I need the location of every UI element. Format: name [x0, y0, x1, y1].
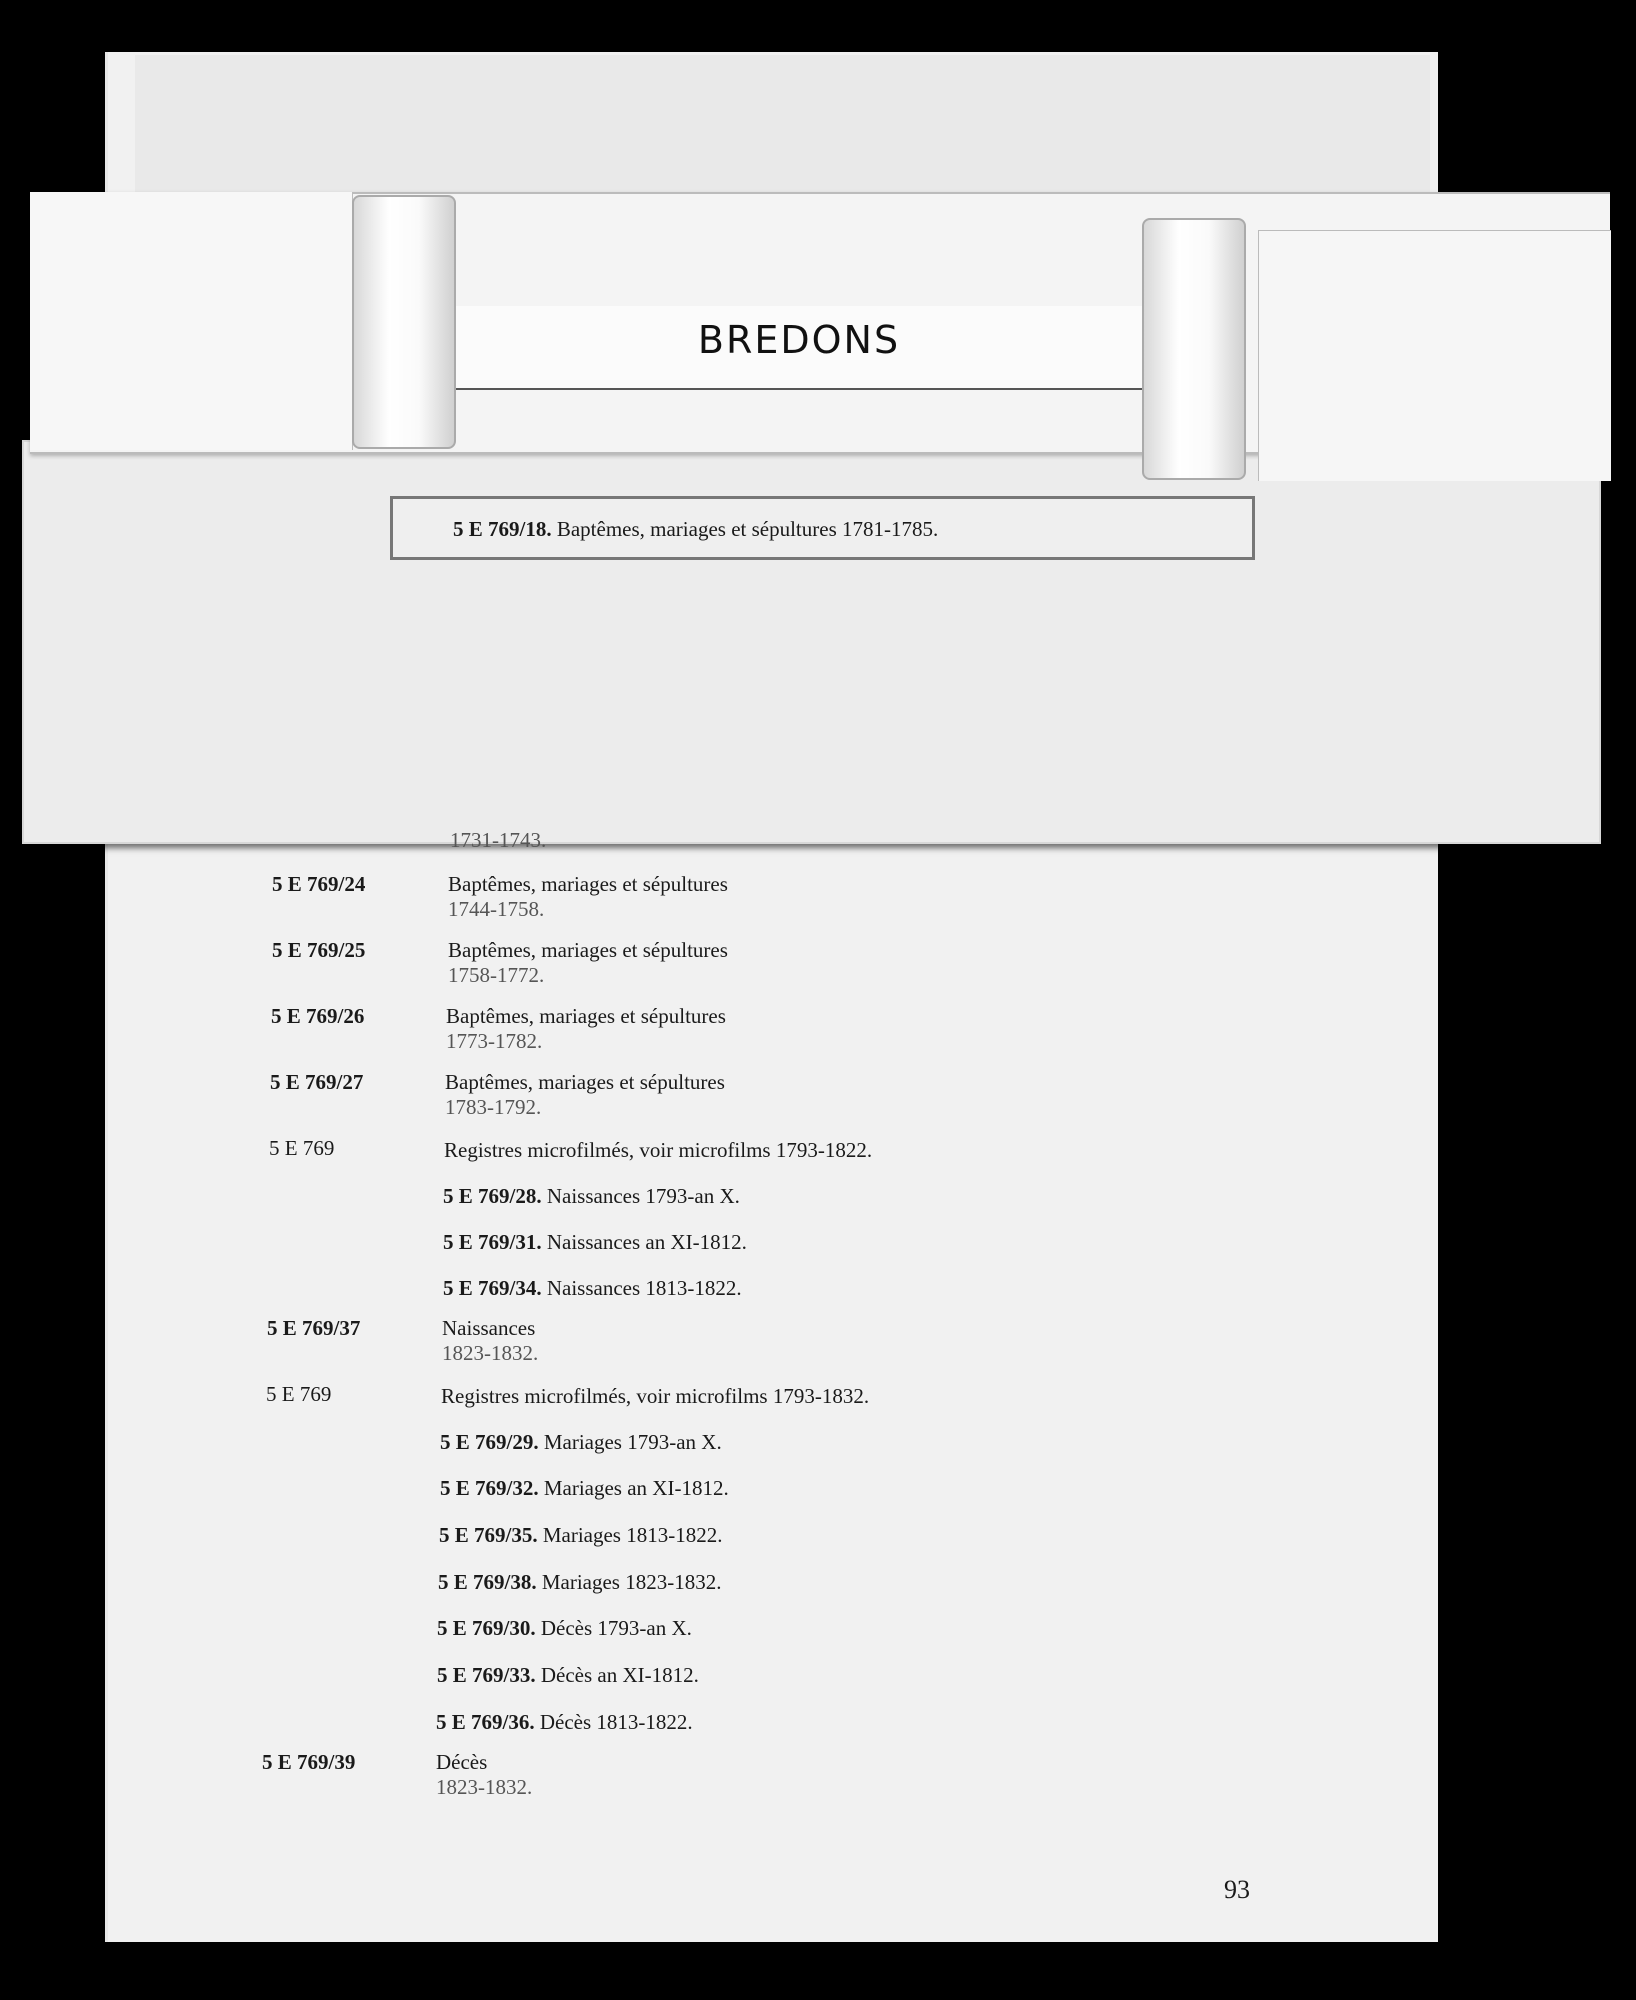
sub-entry: 5 E 769/33. Décès an XI-1812.: [437, 1663, 699, 1687]
entry-code: 5 E 769/26: [271, 1004, 365, 1028]
sub-entry: 5 E 769/31. Naissances an XI-1812.: [443, 1230, 747, 1254]
top-paper-strip: [135, 55, 1430, 195]
sub-entry: 5 E 769/38. Mariages 1823-1832.: [438, 1570, 722, 1594]
sub-entry: 5 E 769/32. Mariages an XI-1812.: [440, 1476, 729, 1500]
slip-entry-code: 5 E 769/18.: [453, 517, 552, 541]
entry-description: Baptêmes, mariages et sépultures 1758-1772.: [448, 938, 728, 987]
sub-entry: 5 E 769/28. Naissances 1793-an X.: [443, 1184, 740, 1208]
sub-entry: 5 E 769/35. Mariages 1813-1822.: [439, 1523, 723, 1547]
entry-code: 5 E 769/27: [270, 1070, 364, 1094]
entry-code: 5 E 769/39: [262, 1750, 356, 1774]
entry-code: 5 E 769: [269, 1136, 335, 1160]
entry-description: Registres microfilmés, voir microfilms 1793-1832.: [441, 1384, 870, 1408]
header-band-right-flap: [1258, 230, 1611, 481]
entry-description: Registres microfilmés, voir microfilms 1793-1822.: [444, 1138, 873, 1162]
entry-code: 5 E 769/24: [272, 872, 366, 896]
paper-loop-left: [352, 195, 456, 449]
title-card: [456, 306, 1142, 390]
slip-entry-text: Baptêmes, mariages et sépultures 1781-1785.: [556, 517, 939, 541]
sub-entry: 5 E 769/29. Mariages 1793-an X.: [440, 1430, 722, 1454]
sub-entry: 5 E 769/36. Décès 1813-1822.: [436, 1710, 693, 1734]
paper-loop-right: [1142, 218, 1246, 480]
entry-code: 5 E 769/37: [267, 1316, 361, 1340]
slip-entry-box: [390, 496, 1255, 560]
entry-description: Décès 1823-1832.: [436, 1750, 533, 1799]
page-number: 93: [1224, 1875, 1250, 1904]
entry-description: Naissances 1823-1832.: [442, 1316, 539, 1365]
entry-description: Baptêmes, mariages et sépultures 1744-1758.: [448, 872, 728, 921]
entry-description: Baptêmes, mariages et sépultures 1773-1782.: [446, 1004, 726, 1053]
entry-code: 5 E 769: [266, 1382, 332, 1406]
page-title: BREDONS: [697, 318, 901, 362]
sub-entry: 5 E 769/30. Décès 1793-an X.: [437, 1616, 692, 1640]
partial-dates: 1731-1743.: [450, 828, 547, 852]
header-band-left-flap: [30, 192, 353, 450]
sub-entry: 5 E 769/34. Naissances 1813-1822.: [443, 1276, 742, 1300]
entry-code: 5 E 769/25: [272, 938, 366, 962]
entry-description: Baptêmes, mariages et sépultures 1783-1792.: [445, 1070, 725, 1119]
